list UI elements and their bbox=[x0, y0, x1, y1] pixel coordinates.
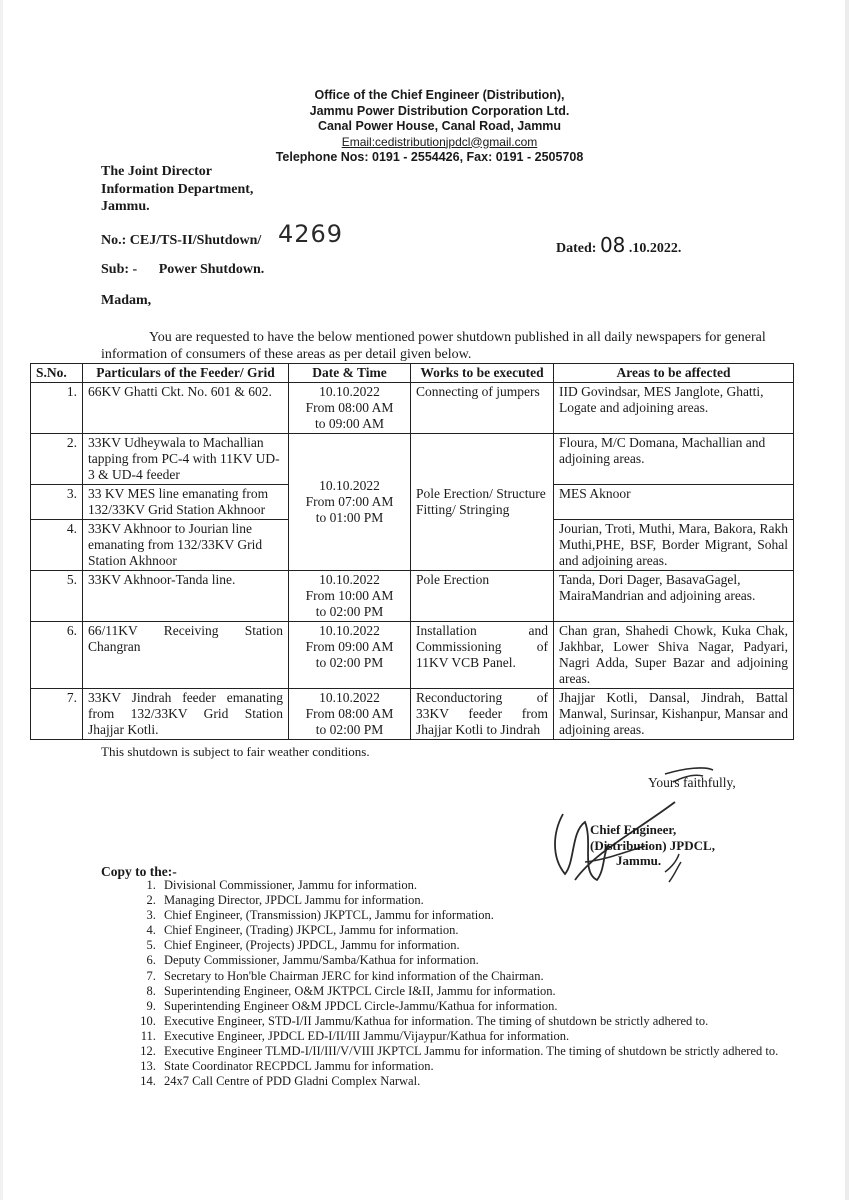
cell-date: 10.10.2022 bbox=[319, 572, 380, 587]
signature-block bbox=[590, 822, 715, 869]
cell-date: 10.10.2022 bbox=[319, 690, 380, 705]
cell-date: 10.10.2022 bbox=[319, 384, 380, 399]
letterhead bbox=[0, 88, 849, 166]
cell-works: Pole Erection bbox=[411, 571, 554, 622]
list-item: 9. Superintending Engineer O&M JPDCL Circle-Jammu/Kathua for information. bbox=[159, 999, 799, 1014]
dated-label: Dated: bbox=[556, 241, 597, 256]
cell-date: 10.10.2022 bbox=[319, 478, 380, 493]
cell-areas: MES Aknoor bbox=[554, 485, 794, 520]
table-row bbox=[31, 383, 794, 434]
cell-works: Installation and Commissioning of 11KV VCB Panel. bbox=[411, 622, 554, 689]
cell-areas: Tanda, Dori Dager, BasavaGagel, MairaMandrian and adjoining areas. bbox=[554, 571, 794, 622]
address-line: Canal Power House, Canal Road, Jammu bbox=[317, 119, 562, 133]
header-areas: Areas to be affected bbox=[554, 364, 794, 383]
cell-to: to 01:00 PM bbox=[315, 510, 384, 525]
cell-works: Reconductoring of 33KV feeder from Jhajjar Kotli to Jindrah bbox=[411, 689, 554, 740]
cell-areas: IID Govindsar, MES Janglote, Ghatti, Logate and adjoining areas. bbox=[554, 383, 794, 434]
cell-areas: Chan gran, Shahedi Chowk, Kuka Chak, Jakhbar, Lower Shiva Nagar, Padyari, Nagri Adda, Super Bazar and adjoining areas. bbox=[554, 622, 794, 689]
header-datetime: Date & Time bbox=[289, 364, 411, 383]
reference-number-label: No.: CEJ/TS-II/Shutdown/ bbox=[101, 233, 262, 248]
list-item: 12. Executive Engineer TLMD-I/II/III/V/VIII JKPTCL Jammu for information. The timing of shutdown be strictly adhered to. bbox=[159, 1044, 799, 1059]
addressee-line: Information Department, bbox=[101, 181, 254, 197]
cell-from: From 08:00 AM bbox=[305, 400, 394, 415]
cell-from: From 09:00 AM bbox=[305, 639, 394, 654]
list-item: 14. 24x7 Call Centre of PDD Gladni Complex Narwal. bbox=[159, 1074, 799, 1089]
dated-day-handwritten: 08 bbox=[599, 233, 626, 257]
cell-sno: 2. bbox=[31, 434, 83, 485]
table-row bbox=[31, 571, 794, 622]
cell-particulars: 33 KV MES line emanating from 132/33KV Grid Station Akhnoor bbox=[83, 485, 289, 520]
cell-works: Connecting of jumpers bbox=[411, 383, 554, 434]
addressee-block bbox=[101, 163, 253, 216]
cell-works-group: Pole Erection/ Structure Fitting/ Stringing bbox=[411, 434, 554, 571]
shutdown-table bbox=[30, 363, 794, 740]
list-item: 10. Executive Engineer, STD-I/II Jammu/Kathua for information. The timing of shutdown be strictly adhered to. bbox=[159, 1014, 799, 1029]
list-item: 8. Superintending Engineer, O&M JKTPCL Circle I&II, Jammu for information. bbox=[159, 984, 799, 999]
copy-to-list bbox=[101, 878, 799, 1089]
table-row bbox=[31, 622, 794, 689]
cell-sno: 3. bbox=[31, 485, 83, 520]
cell-datetime bbox=[289, 689, 411, 740]
addressee-line: The Joint Director bbox=[101, 164, 212, 179]
body-paragraph bbox=[101, 329, 781, 363]
weather-note: This shutdown is subject to fair weather conditions. bbox=[101, 744, 370, 759]
cell-to: to 02:00 PM bbox=[315, 722, 384, 737]
cell-sno: 6. bbox=[31, 622, 83, 689]
cell-particulars: 33KV Jindrah feeder emanating from 132/33KV Grid Station Jhajjar Kotli. bbox=[83, 689, 289, 740]
dated-rest: .10.2022. bbox=[628, 241, 682, 256]
body-text: You are requested to have the below mentioned power shutdown published in all daily newspapers for general information of consumers of these areas as per detail given below. bbox=[101, 330, 766, 362]
header-sno: S.No. bbox=[31, 364, 83, 383]
cell-particulars: 66/11KV Receiving Station Changran bbox=[83, 622, 289, 689]
designation-line: Jammu. bbox=[616, 853, 662, 868]
cell-areas: Jhajjar Kotli, Dansal, Jindrah, Battal Manwal, Surinsar, Kishanpur, Mansar and adjoining areas. bbox=[554, 689, 794, 740]
subject-line bbox=[101, 262, 264, 278]
list-item: 3. Chief Engineer, (Transmission) JKPTCL, Jammu for information. bbox=[159, 908, 799, 923]
list-item: 4. Chief Engineer, (Trading) JKPCL, Jammu for information. bbox=[159, 923, 799, 938]
designation-line: Chief Engineer, bbox=[590, 822, 677, 837]
header-works: Works to be executed bbox=[411, 364, 554, 383]
cell-areas: Floura, M/C Domana, Machallian and adjoining areas. bbox=[554, 434, 794, 485]
list-item: 6. Deputy Commissioner, Jammu/Samba/Kathua for information. bbox=[159, 953, 799, 968]
date-line bbox=[556, 233, 681, 257]
yours-faithfully: Yours faithfully, bbox=[648, 775, 736, 790]
reference-number-handwritten: 4269 bbox=[278, 220, 344, 248]
designation-line: (Distribution) JPDCL, bbox=[590, 837, 715, 853]
list-item: 2. Managing Director, JPDCL Jammu for information. bbox=[159, 893, 799, 908]
cell-particulars: 33KV Udheywala to Machallian tapping from PC-4 with 11KV UD-3 & UD-4 feeder bbox=[83, 434, 289, 485]
cell-from: From 08:00 AM bbox=[305, 706, 394, 721]
cell-particulars: 33KV Akhnoor to Jourian line emanating from 132/33KV Grid Station Akhnoor bbox=[83, 520, 289, 571]
cell-particulars: 33KV Akhnoor-Tanda line. bbox=[83, 571, 289, 622]
cell-from: From 10:00 AM bbox=[305, 588, 394, 603]
cell-sno: 7. bbox=[31, 689, 83, 740]
cell-to: to 02:00 PM bbox=[315, 655, 384, 670]
cell-sno: 4. bbox=[31, 520, 83, 571]
cell-particulars: 66KV Ghatti Ckt. No. 601 & 602. bbox=[83, 383, 289, 434]
salutation: Madam, bbox=[101, 293, 152, 308]
cell-date: 10.10.2022 bbox=[319, 623, 380, 638]
cell-datetime bbox=[289, 622, 411, 689]
subject-label: Sub: - bbox=[101, 262, 138, 277]
phone-line: Telephone Nos: 0191 - 2554426, Fax: 0191 - 2505708 bbox=[275, 150, 584, 164]
cell-datetime bbox=[289, 571, 411, 622]
cell-from: From 07:00 AM bbox=[305, 494, 394, 509]
copy-to-title: Copy to the:- bbox=[101, 864, 177, 879]
addressee-line: Jammu. bbox=[101, 199, 150, 214]
cell-areas: Jourian, Troti, Muthi, Mara, Bakora, Rakh Muthi,PHE, BSF, Border Migrant, Sohal and adjoining areas. bbox=[554, 520, 794, 571]
table-row bbox=[31, 689, 794, 740]
list-item: 7. Secretary to Hon'ble Chairman JERC for kind information of the Chairman. bbox=[159, 969, 799, 984]
cell-datetime bbox=[289, 383, 411, 434]
subject-text: Power Shutdown. bbox=[158, 262, 265, 277]
cell-to: to 02:00 PM bbox=[315, 604, 384, 619]
list-item: 1. Divisional Commissioner, Jammu for information. bbox=[159, 878, 799, 893]
table-row bbox=[31, 434, 794, 485]
office-line: Office of the Chief Engineer (Distribution), bbox=[314, 88, 565, 102]
table-header-row bbox=[31, 364, 794, 383]
corporation-line: Jammu Power Distribution Corporation Ltd. bbox=[309, 103, 570, 118]
list-item: 5. Chief Engineer, (Projects) JPDCL, Jammu for information. bbox=[159, 938, 799, 953]
list-item: 11. Executive Engineer, JPDCL ED-I/II/III Jammu/Vijaypur/Kathua for information. bbox=[159, 1029, 799, 1044]
cell-datetime-group bbox=[289, 434, 411, 571]
cell-sno: 1. bbox=[31, 383, 83, 434]
email-link[interactable]: Email:cedistributionjpdcl@gmail.com bbox=[341, 134, 538, 149]
list-item: 13. State Coordinator RECPDCL Jammu for information. bbox=[159, 1059, 799, 1074]
cell-sno: 5. bbox=[31, 571, 83, 622]
header-particulars: Particulars of the Feeder/ Grid bbox=[83, 364, 289, 383]
cell-to: to 09:00 AM bbox=[314, 416, 384, 431]
